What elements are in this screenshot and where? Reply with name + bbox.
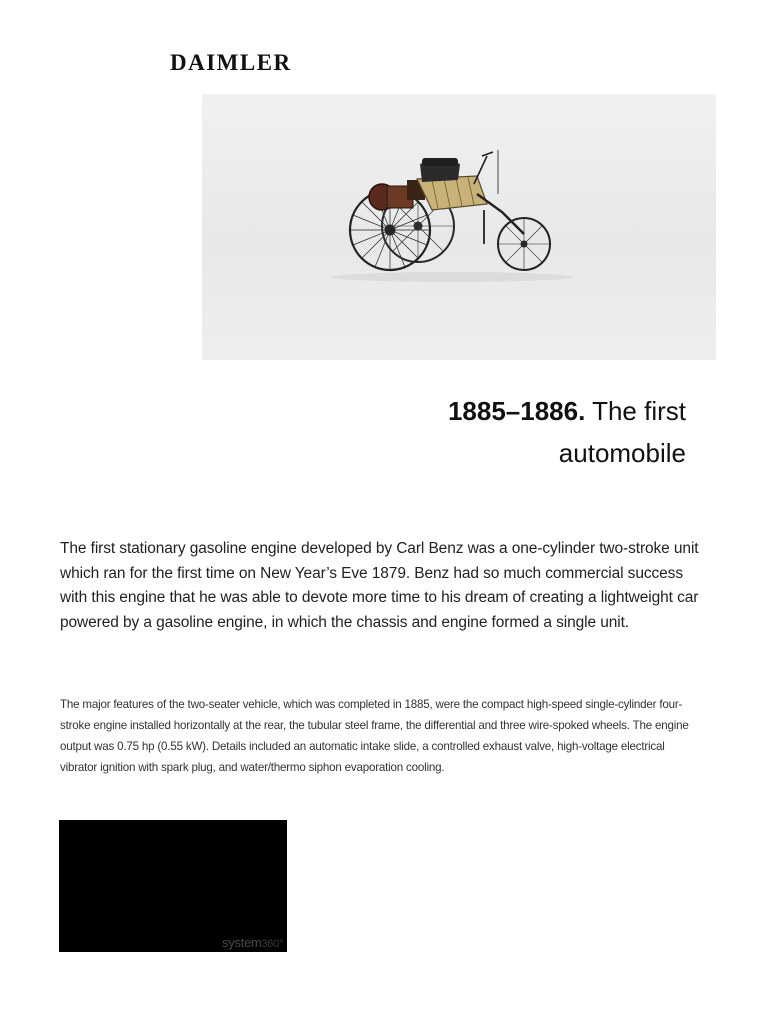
hero-photo (202, 94, 716, 360)
benz-motorwagen-illustration (202, 94, 716, 360)
system360-watermark (222, 935, 283, 950)
video-player[interactable] (59, 820, 287, 952)
daimler-logo: DAIMLER (170, 50, 292, 75)
page-heading (448, 390, 686, 474)
watermark-number: 360° (261, 938, 283, 950)
heading-years: 1885–1886. (447, 396, 586, 426)
heading-title-line1: The first (592, 396, 686, 426)
detail-paragraph: The major features of the two-seater vehicle, which was completed in 1885, were the compact high-speed single-cylinder four-stroke engine installed horizontally at the rear, the tubular steel frame, the differential and three wire-spoked wheels. The engine output was 0.75 hp (0.55 kW). Details included an automatic intake slide, a controlled exhaust valve, high-voltage electrical vibrator ignition with spark plug, and water/thermo siphon evaporation cooling. (60, 698, 689, 774)
front-wheel (498, 218, 550, 270)
lead-paragraph: The first stationary gasoline engine developed by Carl Benz was a one-cylinder two-stroke unit which ran for the first time on New Year’s Eve 1879. Benz had so much commercial success with this engine that he was able to devote more time to his dream of creating a lightweight car powered by a gasoline engine, in which the chassis and engine formed a single unit. (60, 540, 699, 631)
watermark-text: system (222, 935, 262, 950)
heading-title-line2: automobile (558, 438, 686, 468)
